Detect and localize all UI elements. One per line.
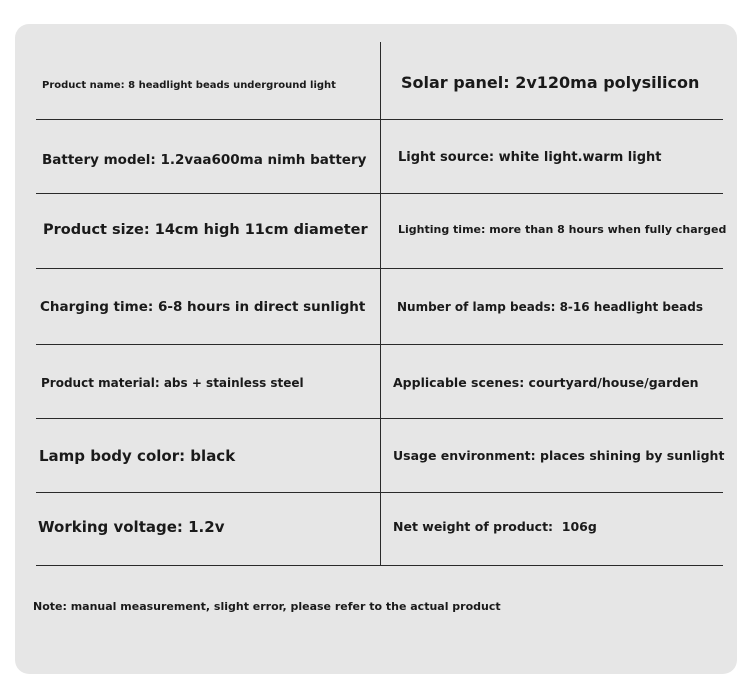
row-divider <box>36 565 723 566</box>
spec-product-name: Product name: 8 headlight beads underground light <box>42 80 336 91</box>
row-divider <box>36 268 723 269</box>
row-divider <box>36 119 723 120</box>
spec-lamp-body-color: Lamp body color: black <box>39 447 236 465</box>
spec-charging-time: Charging time: 6-8 hours in direct sunlight <box>40 299 366 315</box>
spec-light-source: Light source: white light.warm light <box>398 150 662 165</box>
spec-card <box>15 24 737 674</box>
column-divider <box>380 42 381 566</box>
measurement-note: Note: manual measurement, slight error, please refer to the actual product <box>33 600 501 613</box>
spec-solar-panel: Solar panel: 2v120ma polysilicon <box>401 73 700 92</box>
spec-lighting-time: Lighting time: more than 8 hours when fully charged <box>398 223 727 236</box>
spec-product-size: Product size: 14cm high 11cm diameter <box>43 222 368 238</box>
row-divider <box>36 344 723 345</box>
spec-applicable-scenes: Applicable scenes: courtyard/house/garden <box>393 375 699 390</box>
row-divider <box>36 492 723 493</box>
row-divider <box>36 418 723 419</box>
spec-battery-model: Battery model: 1.2vaa600ma nimh battery <box>42 152 367 168</box>
spec-lamp-beads: Number of lamp beads: 8-16 headlight beads <box>397 300 703 314</box>
spec-product-material: Product material: abs + stainless steel <box>41 376 304 390</box>
spec-usage-environment: Usage environment: places shining by sunlight <box>393 448 725 463</box>
spec-net-weight: Net weight of product: 106g <box>393 519 597 534</box>
row-divider <box>36 193 723 194</box>
spec-working-voltage: Working voltage: 1.2v <box>38 518 225 536</box>
